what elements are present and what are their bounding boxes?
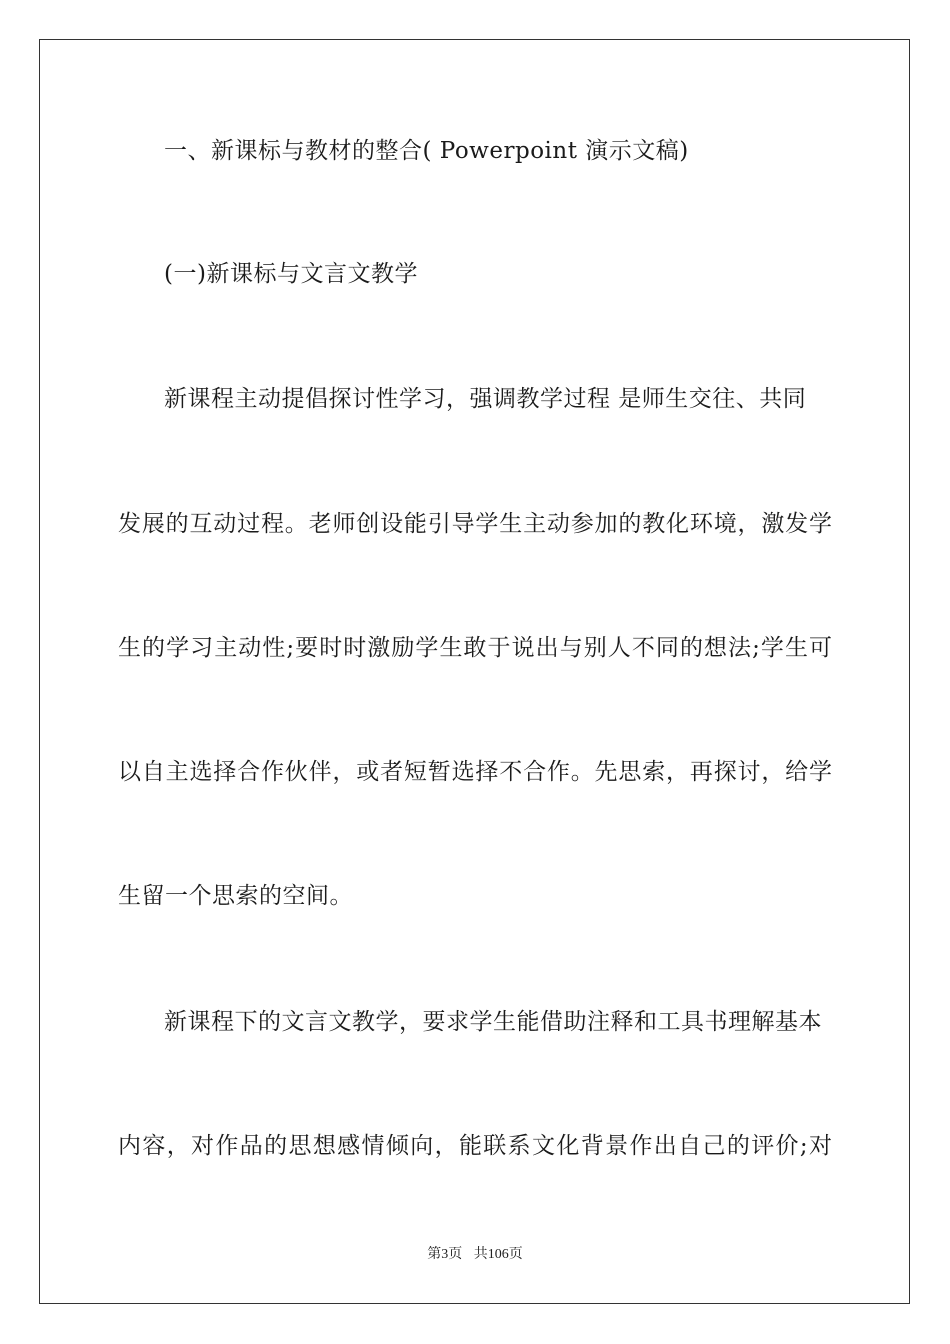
subsection-heading: (一)新课标与文言文教学 bbox=[164, 261, 418, 287]
section-heading: 一、新课标与教材的整合( Powerpoint 演示文稿) bbox=[164, 138, 689, 164]
paragraph-1-line-5: 生留一个思索的空间。 bbox=[118, 883, 353, 909]
paragraph-1-line-4: 以自主选择合作伙伴，或者短暂选择不合作。先思索，再探讨，给学 bbox=[118, 759, 832, 785]
page-footer bbox=[0, 1245, 950, 1265]
paragraph-2-line-2: 内容，对作品的思想感情倾向，能联系文化背景作出自己的评价;对 bbox=[118, 1133, 832, 1159]
paragraph-2-line-1: 新课程下的文言文教学，要求学生能借助注释和工具书理解基本 bbox=[164, 1009, 822, 1035]
page-number: 第3页 bbox=[427, 1247, 463, 1262]
paragraph-1-line-1: 新课程主动提倡探讨性学习，强调教学过程 是师生交往、共同 bbox=[164, 386, 807, 412]
page-border bbox=[39, 39, 910, 1304]
total-pages: 共106页 bbox=[473, 1247, 523, 1262]
paragraph-1-line-2: 发展的互动过程。老师创设能引导学生主动参加的教化环境，激发学 bbox=[118, 511, 832, 537]
paragraph-1-line-3: 生的学习主动性;要时时激励学生敢于说出与别人不同的想法;学生可 bbox=[118, 635, 832, 661]
